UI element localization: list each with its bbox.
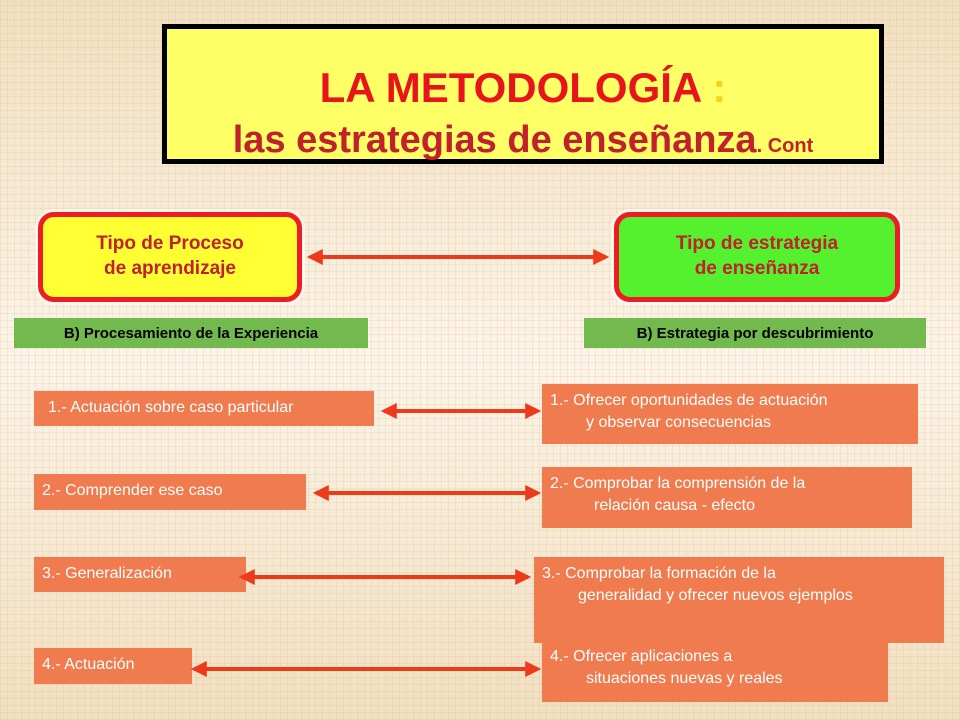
strategy-step-4 bbox=[542, 640, 888, 702]
process-step-4: 4.- Actuación bbox=[34, 648, 192, 684]
strategy-type-line1: Tipo de estrategia bbox=[675, 233, 839, 255]
title-cont: . Cont bbox=[756, 135, 814, 157]
strategy-step-2-line1: 2.- Comprobar la comprensión de la bbox=[550, 475, 806, 492]
strategy-step-3 bbox=[534, 557, 944, 643]
strategy-step-4-line2: situaciones nuevas y reales bbox=[586, 670, 783, 688]
title-colon: : bbox=[712, 64, 727, 111]
strategy-step-1-line1: 1.- Ofrecer oportunidades de actuación bbox=[550, 392, 828, 409]
section-label-left: B) Procesamiento de la Experiencia bbox=[14, 318, 368, 348]
process-type-header bbox=[38, 212, 302, 302]
process-type-line1: Tipo de Proceso bbox=[96, 233, 244, 255]
strategy-type-header bbox=[614, 212, 900, 302]
strategy-step-4-line1: 4.- Ofrecer aplicaciones a bbox=[550, 648, 733, 665]
strategy-type-line2: de enseñanza bbox=[694, 258, 820, 279]
process-step-2: 2.- Comprender ese caso bbox=[34, 474, 306, 510]
section-label-right: B) Estrategia por descubrimiento bbox=[584, 318, 926, 348]
strategy-step-2 bbox=[542, 467, 912, 528]
process-type-line2: de aprendizaje bbox=[104, 258, 236, 279]
strategy-step-1 bbox=[542, 384, 918, 444]
title-main: LA METODOLOGÍA : bbox=[319, 64, 727, 111]
title-subtitle: las estrategias de enseñanza. Cont bbox=[232, 119, 814, 161]
process-step-1: 1.- Actuación sobre caso particular bbox=[34, 391, 374, 426]
title-box bbox=[162, 24, 884, 164]
process-step-3: 3.- Generalización bbox=[34, 557, 246, 592]
strategy-step-3-line2: generalidad y ofrecer nuevos ejemplos bbox=[578, 587, 853, 605]
strategy-step-2-line2: relación causa - efecto bbox=[594, 497, 755, 515]
strategy-step-3-line1: 3.- Comprobar la formación de la bbox=[542, 565, 776, 582]
strategy-step-1-line2: y observar consecuencias bbox=[586, 414, 771, 432]
